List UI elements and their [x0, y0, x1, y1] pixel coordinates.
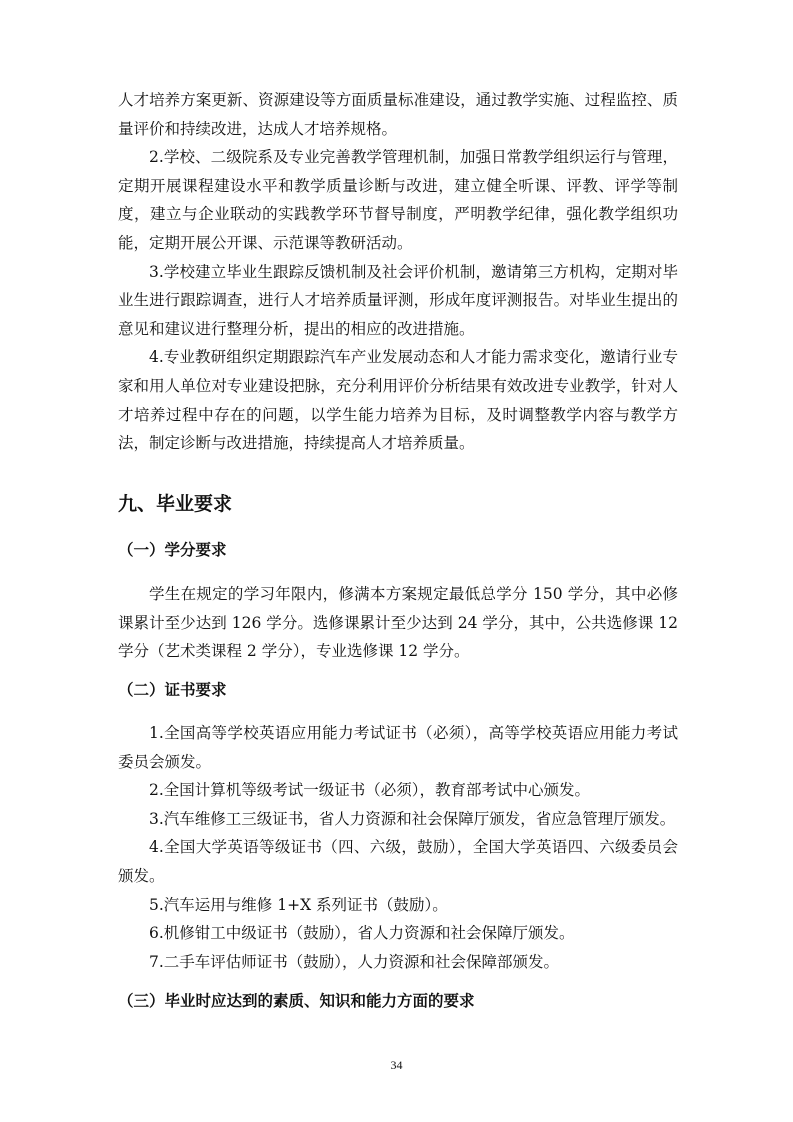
certificate-heading: （二）证书要求: [118, 681, 227, 699]
certificate-list: [118, 719, 678, 976]
section-title: 九、毕业要求: [118, 493, 233, 515]
paragraph-item-2: 2.学校、二级院系及专业完善教学管理机制，加强日常教学组织运行与管理，定期开展课程建设水平和教学质量诊断与改进，建立健全听课、评教、评学等制度，建立与企业联动的实践教学环节督导制度，严明教学纪律，强化教学组织功能，定期开展公开课、示范课等教研活动。: [118, 148, 678, 252]
paragraph-item-4: 4.专业教研组织定期跟踪汽车产业发展动态和人才能力需求变化，邀请行业专家和用人单位对专业建设把脉，充分利用评价分析结果有效改进专业教学，针对人才培养过程中存在的问题，以学生能力培养为目标，及时调整教学内容与教学方法，制定诊断与改进措施，持续提高人才培养质量。: [118, 348, 678, 453]
list-item: 6.机修钳工中级证书（鼓励），省人力资源和社会保障厅颁发。: [149, 924, 575, 943]
credit-heading: （一）学分要求: [118, 541, 227, 559]
list-item: 1.全国高等学校英语应用能力考试证书（必须），高等学校英语应用能力考试委员会颁发。: [118, 724, 678, 771]
list-item: 3.汽车维修工三级证书，省人力资源和社会保障厅颁发，省应急管理厅颁发。: [149, 809, 676, 828]
list-item: 5.汽车运用与维修 1+X 系列证书（鼓励）。: [149, 895, 448, 914]
list-item: 4.全国大学英语等级证书（四、六级，鼓励），全国大学英语四、六级委员会颁发。: [118, 838, 678, 885]
paragraph-continued: 人才培养方案更新、资源建设等方面质量标准建设，通过教学实施、过程监控、质量评价和持续改进，达成人才培养规格。: [118, 91, 678, 138]
quality-heading: （三）毕业时应达到的素质、知识和能力方面的要求: [118, 992, 475, 1010]
paragraph-item-3: 3.学校建立毕业生跟踪反馈机制及社会评价机制，邀请第三方机构，定期对毕业生进行跟踪调查，进行人才培养质量评测，形成年度评测报告。对毕业生提出的意见和建议进行整理分析，提出的相应的改进措施。: [118, 262, 678, 338]
page-number: 34: [390, 1058, 403, 1072]
credit-paragraph: 学生在规定的学习年限内，修满本方案规定最低总学分 150 学分，其中必修课累计至少达到 126 学分。选修课累计至少达到 24 学分，其中，公共选修课 12 学分（艺术类课程 2 学分），专业选修课 12 学分。: [118, 585, 678, 661]
intro-paragraphs: [118, 86, 678, 458]
list-item: 2.全国计算机等级考试一级证书（必须），教育部考试中心颁发。: [149, 781, 591, 800]
list-item: 7.二手车评估师证书（鼓励），人力资源和社会保障部颁发。: [149, 952, 560, 971]
credit-section: [118, 580, 678, 666]
